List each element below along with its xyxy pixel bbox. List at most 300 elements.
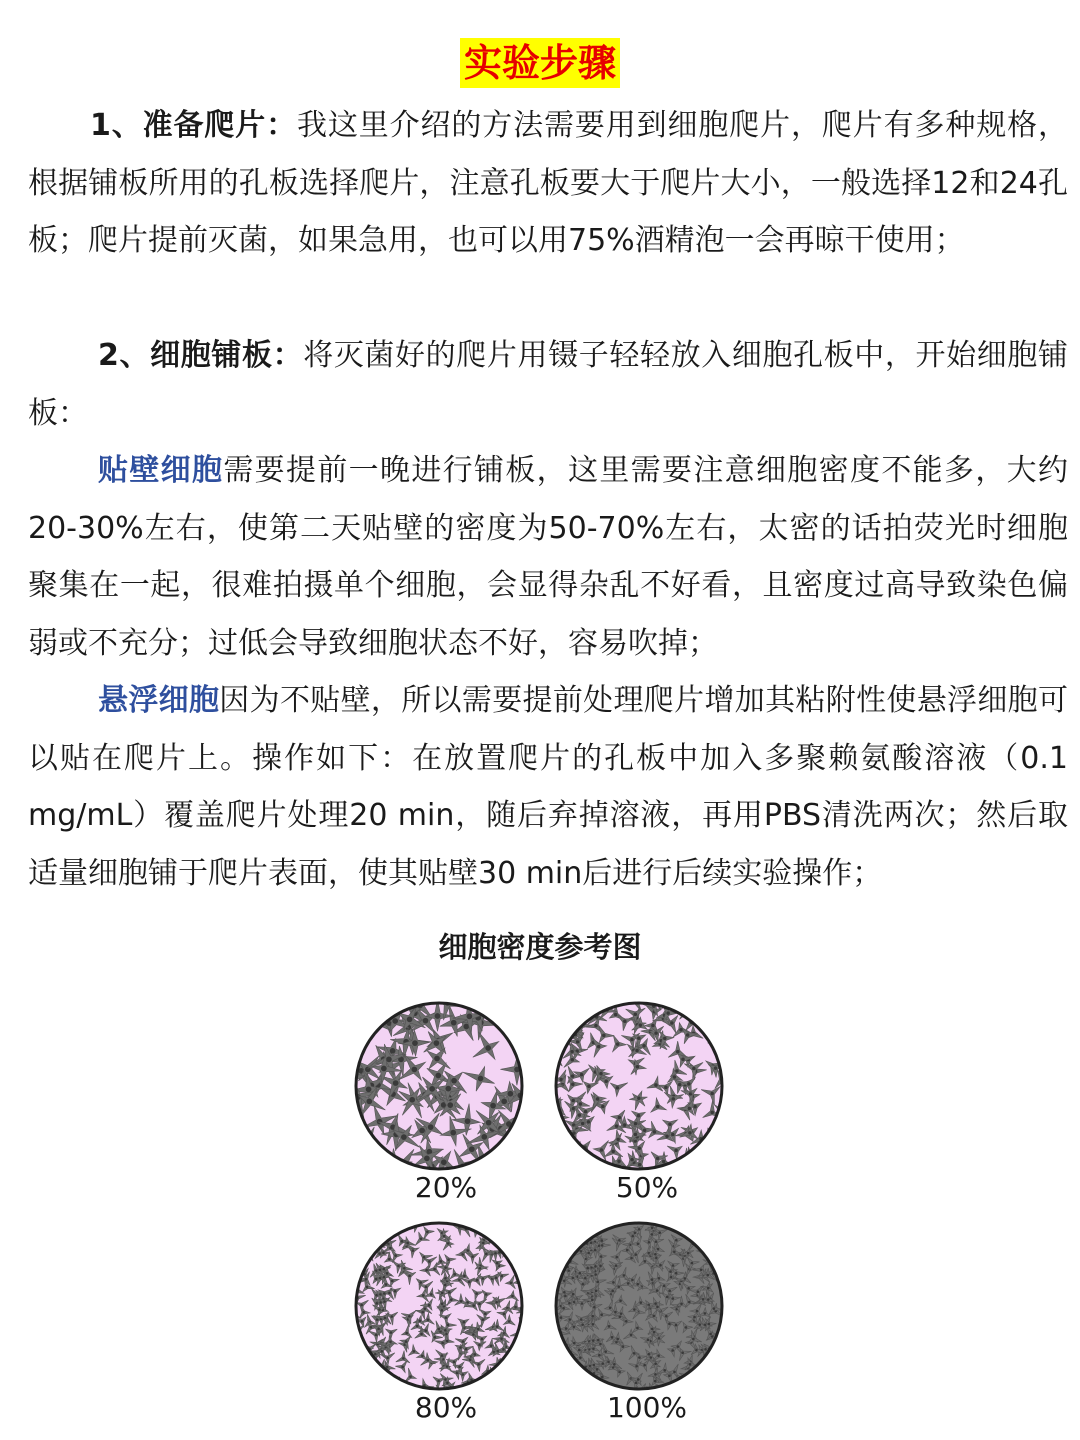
cell-nucleus [507, 1091, 513, 1097]
cell-nucleus [554, 1284, 557, 1287]
cell-nucleus [485, 1045, 491, 1051]
cell-nucleus [654, 1000, 658, 1002]
cell-nucleus [643, 1129, 647, 1133]
cell-nucleus [571, 1074, 575, 1078]
cell-nucleus [675, 1324, 678, 1327]
cell-nucleus [676, 1345, 679, 1348]
cell-nucleus [707, 1136, 711, 1140]
cell-nucleus [676, 1050, 680, 1054]
cell-nucleus [705, 1225, 708, 1228]
cell-nucleus [472, 1304, 475, 1307]
cell-nucleus [638, 1356, 641, 1359]
cell-nucleus [446, 1340, 449, 1343]
cell-nucleus [573, 1148, 577, 1152]
cell-nucleus [504, 1249, 507, 1252]
cell [569, 1230, 580, 1240]
cell-nucleus [708, 1360, 711, 1363]
cell-nucleus [501, 1239, 504, 1242]
cell-nucleus [595, 1289, 598, 1292]
cell-nucleus [636, 1283, 639, 1286]
cell [702, 1368, 716, 1381]
cell-nucleus [460, 1300, 463, 1303]
cell-nucleus [389, 1247, 392, 1250]
cell-nucleus [593, 1224, 596, 1227]
cell-nucleus [707, 1032, 711, 1036]
cell-nucleus [490, 1228, 493, 1231]
cell-nucleus [381, 1374, 384, 1377]
cell-nucleus [382, 1251, 385, 1254]
cell-nucleus [573, 1325, 576, 1328]
cell-nucleus [425, 1286, 428, 1289]
cell-nucleus [579, 1102, 583, 1106]
cell [567, 1000, 582, 1017]
cell [702, 1157, 721, 1171]
cell-nucleus [466, 1301, 469, 1304]
cell-nucleus [673, 1371, 676, 1374]
cell-nucleus [614, 1311, 617, 1314]
cell-nucleus [713, 1256, 716, 1259]
cell-nucleus [578, 1113, 582, 1117]
cell [553, 1352, 564, 1366]
cell-nucleus [635, 1049, 639, 1053]
cell [586, 1220, 600, 1233]
cell [353, 1002, 369, 1027]
cell-nucleus [569, 1149, 573, 1153]
cell-nucleus [663, 1285, 666, 1288]
cell-nucleus [430, 1293, 433, 1296]
cell-nucleus [711, 1007, 715, 1011]
cell-nucleus [676, 1225, 679, 1228]
cell-nucleus [388, 1258, 391, 1261]
cell [491, 1150, 516, 1172]
cell-nucleus [569, 1157, 573, 1161]
cell-nucleus [716, 1231, 719, 1234]
cell-nucleus [689, 1092, 693, 1096]
cell-nucleus [377, 1367, 380, 1370]
cell-nucleus [553, 1230, 555, 1233]
cell-nucleus [627, 1282, 630, 1285]
step-1-heading: 1、准备爬片： [90, 108, 297, 143]
cell-nucleus [557, 1259, 560, 1262]
cell-nucleus [433, 1268, 436, 1271]
cell-nucleus [668, 1122, 672, 1126]
cell-nucleus [559, 1351, 562, 1354]
cell [498, 1234, 510, 1246]
cell-nucleus [651, 1226, 654, 1229]
cell-nucleus [353, 1032, 356, 1038]
cell-nucleus [656, 1157, 660, 1161]
cell-nucleus [709, 1163, 713, 1167]
adherent-cells-paragraph [28, 442, 1068, 672]
cell-nucleus [379, 1269, 382, 1272]
cell-nucleus [447, 1258, 450, 1261]
cell-nucleus [359, 1159, 365, 1165]
cell-nucleus [382, 1227, 385, 1230]
cell-nucleus [409, 1097, 415, 1103]
cell-nucleus [499, 1373, 502, 1376]
cell-nucleus [434, 1336, 437, 1339]
cell-nucleus [571, 1058, 575, 1062]
cell-nucleus [580, 1073, 584, 1077]
cell [558, 1232, 569, 1244]
cell-nucleus [515, 1374, 518, 1377]
cell-nucleus [600, 1255, 603, 1258]
cell [700, 1220, 712, 1234]
cell-nucleus [697, 1004, 701, 1008]
cell-nucleus [572, 1235, 575, 1238]
cell-nucleus [558, 1231, 561, 1234]
cell-nucleus [518, 1234, 521, 1237]
cell-nucleus [555, 1057, 559, 1061]
cell-nucleus [702, 1298, 705, 1301]
cell-nucleus [568, 1164, 572, 1168]
cell [588, 1000, 604, 1007]
cell-nucleus [553, 1355, 556, 1358]
cell [702, 1010, 717, 1028]
cell-nucleus [654, 1373, 657, 1376]
cell-nucleus [592, 1221, 595, 1224]
cell-nucleus [446, 1382, 449, 1385]
cell-nucleus [713, 1307, 716, 1310]
cell [713, 1238, 723, 1250]
cell-nucleus [706, 1358, 709, 1361]
cell-nucleus [366, 1099, 372, 1105]
cell-nucleus [689, 1156, 693, 1160]
cell [368, 1000, 397, 1015]
cell-nucleus [462, 1340, 465, 1343]
cell-nucleus [394, 1254, 397, 1257]
cell-nucleus [463, 1275, 466, 1278]
cell-nucleus [488, 1227, 491, 1230]
cell-nucleus [673, 1075, 677, 1079]
cell-nucleus [596, 1002, 600, 1006]
step-2-paragraph [28, 327, 1068, 442]
cell [516, 1231, 525, 1241]
cell-nucleus [600, 1239, 603, 1242]
cell-nucleus [553, 1101, 556, 1105]
cell-nucleus [688, 1107, 692, 1111]
cell-nucleus [604, 1079, 608, 1083]
cell-nucleus [401, 1366, 404, 1369]
cell-nucleus [609, 1306, 612, 1309]
cell-nucleus [709, 1018, 713, 1022]
cell-nucleus [615, 1264, 618, 1267]
cell [363, 1220, 376, 1229]
cell-nucleus [703, 1243, 706, 1246]
cell-nucleus [477, 1328, 480, 1331]
cell [717, 1349, 725, 1361]
cell-nucleus [721, 1000, 725, 1003]
cell-nucleus [709, 1372, 712, 1375]
cell-nucleus [631, 1235, 634, 1238]
cell-nucleus [593, 1364, 596, 1367]
cell-nucleus [559, 1247, 562, 1250]
cell [717, 1026, 725, 1043]
cell [372, 1220, 385, 1228]
cell-nucleus [574, 1025, 578, 1029]
cell-nucleus [486, 1386, 489, 1389]
cell-nucleus [482, 1242, 485, 1245]
cell-nucleus [625, 1320, 628, 1323]
cell-nucleus [596, 1097, 600, 1101]
cell-nucleus [566, 1376, 569, 1379]
cell-nucleus [708, 1323, 711, 1326]
cell [553, 1252, 560, 1263]
cell-nucleus [563, 1239, 566, 1242]
cell-nucleus [564, 1017, 568, 1021]
cell [576, 1220, 589, 1227]
suspension-cells-keyword: 悬浮细胞 [98, 683, 220, 718]
cell [553, 1031, 565, 1049]
cell-nucleus [684, 1277, 687, 1280]
cell-nucleus [687, 1287, 690, 1290]
cell [715, 1123, 725, 1136]
cell-nucleus [618, 1239, 621, 1242]
cell-nucleus [402, 1357, 405, 1360]
cell-nucleus [651, 1278, 654, 1281]
cell-nucleus [363, 1377, 366, 1380]
cell-nucleus [630, 1038, 634, 1042]
cell-nucleus [638, 1147, 642, 1151]
cell-nucleus [562, 1307, 565, 1310]
cell-nucleus [392, 1160, 398, 1166]
cell-nucleus [654, 1253, 657, 1256]
cell-nucleus [500, 1337, 503, 1340]
cell-nucleus [654, 1302, 657, 1305]
cell-nucleus [675, 1239, 678, 1242]
dish-20 [353, 1000, 525, 1172]
cell-nucleus [584, 1110, 588, 1114]
cell-nucleus [390, 1315, 393, 1318]
cell [560, 1150, 578, 1167]
cell [556, 1375, 568, 1385]
cell [553, 1371, 562, 1384]
cell-nucleus [692, 1373, 695, 1376]
cell-nucleus [386, 1366, 389, 1369]
cell-nucleus [647, 1338, 650, 1341]
cell-nucleus [427, 1318, 430, 1321]
cell-nucleus [672, 1264, 675, 1267]
cell-nucleus [458, 1366, 461, 1369]
cell-nucleus [571, 1082, 575, 1086]
cell-nucleus [521, 1255, 524, 1258]
cell [517, 1233, 525, 1245]
cell-nucleus [353, 1014, 357, 1020]
cell-nucleus [521, 1236, 524, 1239]
cell-nucleus [657, 1354, 660, 1357]
cell-nucleus [428, 1124, 434, 1130]
cell-nucleus [573, 1000, 577, 1004]
cell-nucleus [516, 1360, 519, 1363]
cell-nucleus [555, 1257, 558, 1260]
cell-nucleus [426, 1231, 429, 1234]
cell-nucleus [571, 1227, 574, 1230]
step-2-indent [28, 338, 98, 373]
cell-nucleus [399, 1382, 402, 1385]
cell-nucleus [656, 1289, 659, 1292]
cell [513, 1259, 525, 1270]
cell-nucleus [656, 1306, 659, 1309]
cell [353, 1226, 363, 1237]
cell-nucleus [616, 1138, 620, 1142]
cell-nucleus [570, 1367, 573, 1370]
cell-nucleus [636, 1327, 639, 1330]
cell-nucleus [608, 1325, 611, 1328]
cell-nucleus [709, 1333, 712, 1336]
cell-nucleus [496, 1350, 499, 1353]
cell [715, 1000, 725, 1012]
cell-nucleus [553, 1052, 555, 1056]
cell-nucleus [500, 1275, 503, 1278]
cell-nucleus [617, 1285, 620, 1288]
cell-nucleus [419, 1128, 425, 1134]
cell-nucleus [659, 1264, 662, 1267]
cell-nucleus [437, 1380, 440, 1383]
cell-nucleus [658, 1337, 661, 1340]
cell [365, 1373, 377, 1387]
cell-nucleus [579, 1356, 582, 1359]
cell-nucleus [566, 1220, 569, 1223]
dish-100-label: 100% [606, 1391, 688, 1424]
cell-nucleus [555, 1141, 559, 1145]
cell-nucleus [655, 1240, 658, 1243]
cell-nucleus [409, 1375, 412, 1378]
cell-nucleus [357, 1345, 360, 1348]
cell [554, 1242, 569, 1254]
cell [718, 1113, 725, 1128]
page-title: 实验步骤 [460, 38, 620, 88]
cell-nucleus [504, 1386, 507, 1389]
cell-nucleus [366, 1286, 369, 1289]
cell-nucleus [601, 1105, 605, 1109]
cell-nucleus [588, 1232, 591, 1235]
cell-nucleus [580, 1004, 584, 1008]
cell-nucleus [613, 1363, 616, 1366]
cell-nucleus [644, 1260, 647, 1263]
cell-nucleus [585, 1374, 588, 1377]
cell-nucleus [553, 1383, 555, 1386]
cell-nucleus [401, 1240, 404, 1243]
cell-nucleus [626, 1249, 629, 1252]
cell-nucleus [378, 1308, 381, 1311]
cell-nucleus [666, 1296, 669, 1299]
cell-nucleus [434, 1040, 440, 1046]
cell-nucleus [481, 1134, 487, 1140]
cell [676, 1000, 695, 1010]
cell-nucleus [493, 1375, 496, 1378]
cell-nucleus [356, 1342, 359, 1345]
cell-nucleus [573, 1342, 576, 1345]
cell-nucleus [570, 1240, 573, 1243]
cell [694, 1000, 711, 1012]
cell-nucleus [446, 1365, 449, 1368]
cell [583, 1220, 593, 1231]
cell-nucleus [429, 1086, 435, 1092]
cell-nucleus [375, 1334, 378, 1337]
cell-nucleus [651, 1024, 655, 1028]
cell-nucleus [617, 1159, 621, 1163]
cell-nucleus [580, 1250, 583, 1253]
cell-nucleus [707, 1287, 710, 1290]
cell-nucleus [600, 1313, 603, 1316]
cell-nucleus [375, 1302, 378, 1305]
figure-title: 细胞密度参考图 [438, 930, 642, 964]
cell [672, 1220, 685, 1230]
title-wrap [0, 38, 1080, 88]
cell-nucleus [485, 1253, 488, 1256]
cell-nucleus [404, 1387, 407, 1390]
cell [512, 1371, 524, 1383]
cell-nucleus [516, 1135, 522, 1141]
cell-nucleus [453, 1273, 456, 1276]
cell-nucleus [701, 1373, 704, 1376]
cell [555, 1013, 571, 1026]
cell-nucleus [616, 1338, 619, 1341]
cell-nucleus [594, 1024, 598, 1028]
cell-nucleus [560, 1264, 563, 1267]
cell-nucleus [425, 1269, 428, 1272]
cell-nucleus [718, 1145, 722, 1149]
cell-nucleus [656, 1105, 660, 1109]
cell [714, 1152, 725, 1169]
cell-nucleus [379, 1000, 385, 1003]
cell [716, 1140, 725, 1154]
cell-nucleus [611, 1150, 615, 1154]
cell-nucleus [405, 1340, 408, 1343]
cell-nucleus [567, 1269, 570, 1272]
cell-nucleus [377, 1220, 380, 1222]
cell-nucleus [614, 1013, 618, 1017]
cell [569, 1375, 582, 1387]
cell-nucleus [408, 1220, 411, 1222]
cell [566, 1223, 580, 1235]
cell [553, 1352, 563, 1362]
cell-nucleus [665, 1315, 668, 1318]
cell [567, 1000, 582, 1010]
cell-nucleus [652, 1315, 655, 1318]
cell-nucleus [389, 1340, 392, 1343]
cell-nucleus [671, 1297, 674, 1300]
cell-nucleus [368, 1253, 371, 1256]
cell [361, 1368, 372, 1380]
cell [476, 1220, 489, 1226]
cell-nucleus [585, 1226, 588, 1229]
cell-nucleus [612, 1281, 615, 1284]
cell-nucleus [698, 1323, 701, 1326]
cell-nucleus [631, 1279, 634, 1282]
cell-nucleus [711, 1371, 714, 1374]
cell-nucleus [674, 1149, 678, 1153]
cell-nucleus [560, 1316, 563, 1319]
cell-nucleus [484, 1312, 487, 1315]
cell [359, 1371, 370, 1385]
cell [559, 1226, 571, 1238]
cell [575, 1000, 591, 1014]
cell-nucleus [447, 1242, 450, 1245]
cell-nucleus [514, 1000, 520, 1003]
cell-nucleus [592, 1323, 595, 1326]
cell [555, 1005, 571, 1022]
cell-nucleus [721, 1120, 725, 1124]
cell-nucleus [723, 1352, 725, 1355]
cell [357, 1250, 368, 1261]
cell [516, 1345, 525, 1356]
cell-nucleus [556, 1035, 560, 1039]
cell-nucleus [511, 1295, 514, 1298]
cell-nucleus [469, 1146, 475, 1152]
cell-nucleus [450, 1130, 456, 1136]
cell [553, 1224, 558, 1238]
